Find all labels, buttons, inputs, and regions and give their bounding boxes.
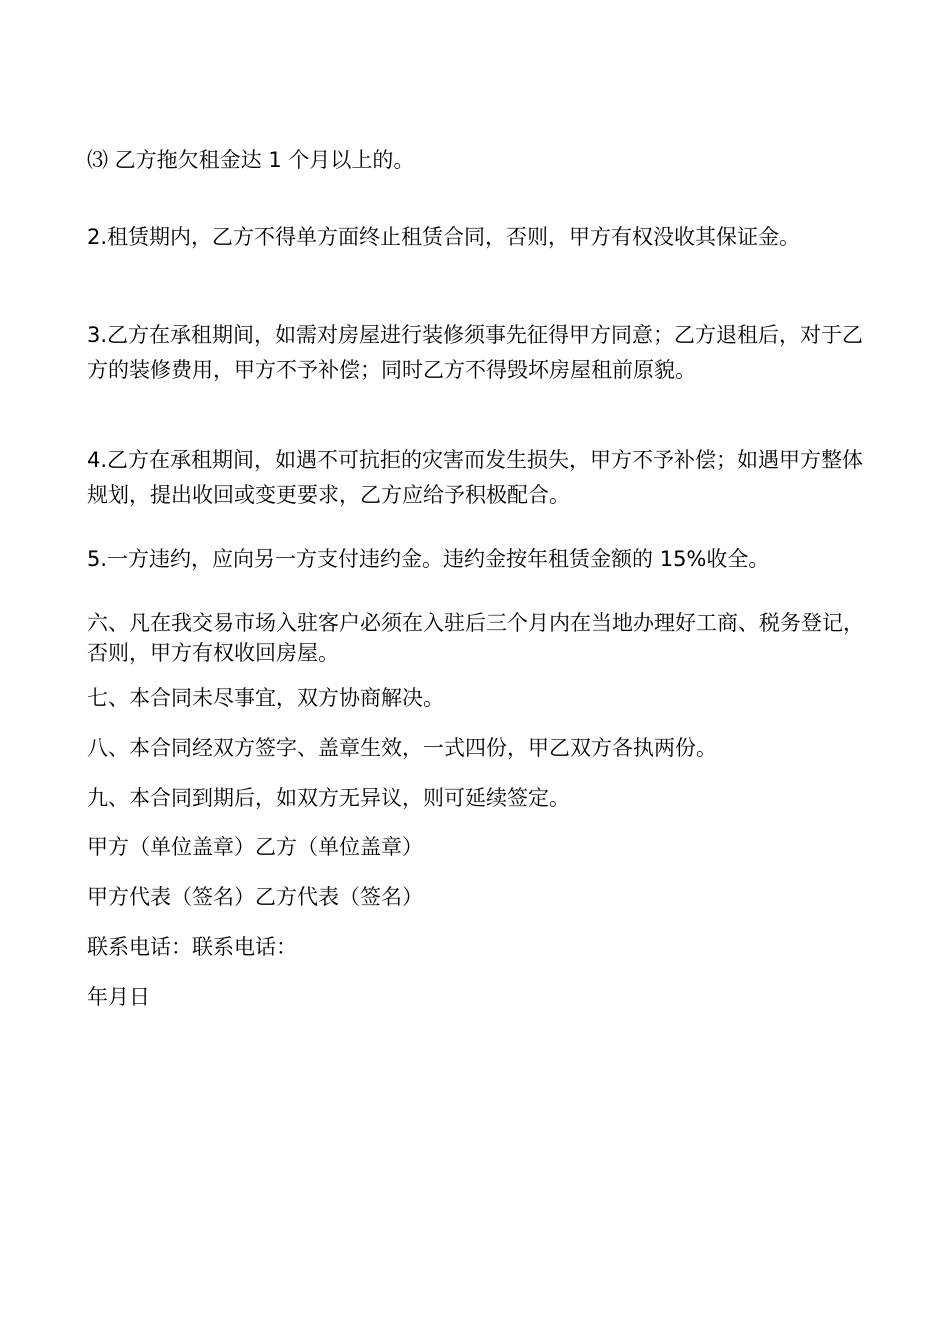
contact-phone-line: 联系电话：联系电话： — [87, 935, 297, 959]
signature-seal-line: 甲方（单位盖章）乙方（单位盖章） — [87, 835, 423, 859]
date-line: 年月日 — [87, 985, 150, 1009]
section-8-effectiveness: 八、本合同经双方签字、盖章生效，一式四份，甲乙双方各执两份。 — [87, 736, 717, 760]
signature-representative-line: 甲方代表（签名）乙方代表（签名） — [87, 885, 423, 909]
section-6-registration: 六、凡在我交易市场入驻客户必须在入驻后三个月内在当地办理好工商、税务登记，否则，甲方有权收回房屋。 — [87, 611, 864, 665]
section-9-renewal: 九、本合同到期后，如双方无异议，则可延续签定。 — [87, 786, 570, 810]
clause-5-breach-penalty: 5.一方违约，应向另一方支付违约金。违约金按年租赁金额的 15%收全。 — [87, 547, 770, 571]
clause-4-force-majeure: 4.乙方在承租期间，如遇不可抗拒的灾害而发生损失，甲方不予补偿；如遇甲方整体规划，提出收回或变更要求，乙方应给予积极配合。 — [87, 448, 864, 507]
clause-2-no-early-termination: 2.租赁期内，乙方不得单方面终止租赁合同，否则，甲方有权没收其保证金。 — [87, 225, 801, 249]
clause-3-renovation: 3.乙方在承租期间，如需对房屋进行装修须事先征得甲方同意；乙方退租后，对于乙方的装修费用，甲方不予补偿；同时乙方不得毁坏房屋租前原貌。 — [87, 323, 864, 382]
clause-3-overdue-rent: ⑶ 乙方拖欠租金达 1 个月以上的。 — [87, 148, 415, 172]
section-7-unresolved-matters: 七、本合同未尽事宜，双方协商解决。 — [87, 686, 444, 710]
